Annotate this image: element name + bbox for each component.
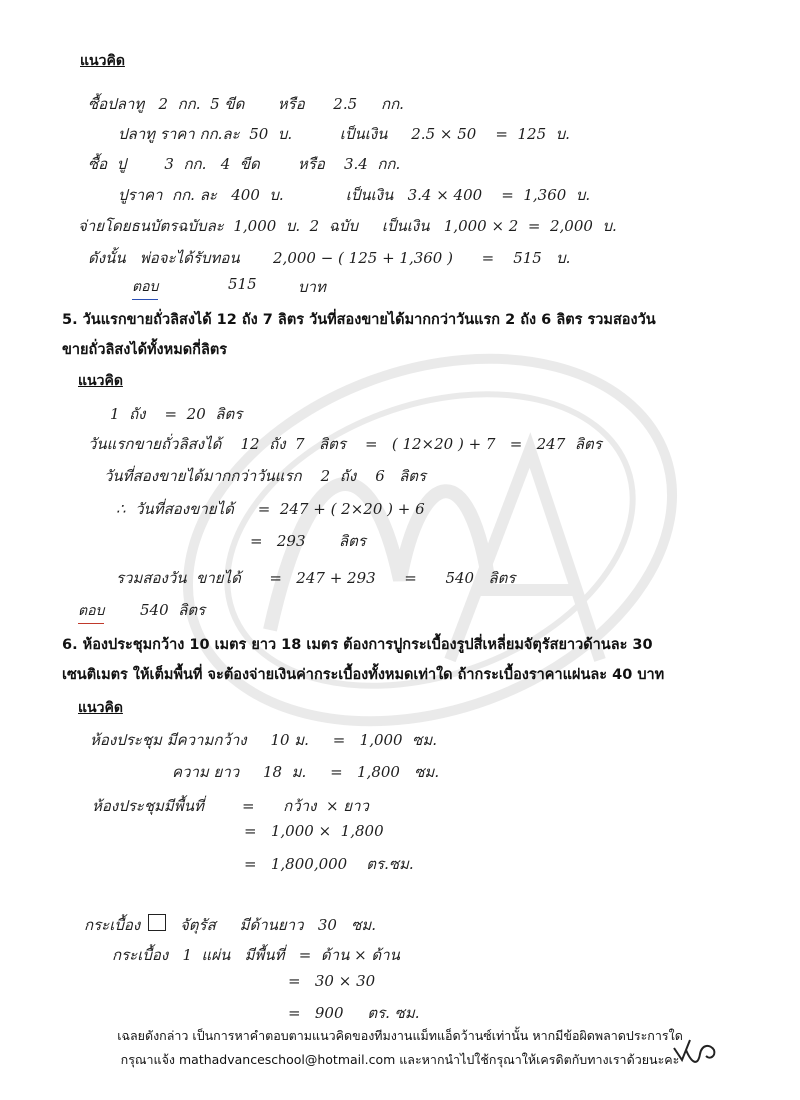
s4-line-6: ดังนั้น พ่อจะได้รับทอน 2,000 − ( 125 + 1,360 ) = 515 บ.	[88, 249, 571, 267]
q6-line-8: = 30 × 30	[288, 972, 376, 990]
q6-line-3: ห้องประชุมมีพื้นที่ = กว้าง × ยาว	[92, 797, 369, 815]
s4-line-5: จ่ายโดยธนบัตรฉบับละ 1,000 บ. 2 ฉบับ เป็นเงิน 1,000 × 2 = 2,000 บ.	[78, 217, 617, 235]
q6-line-5: = 1,800,000 ตร.ซม.	[244, 855, 414, 873]
q6-tile-word: กระเบื้อง	[84, 916, 141, 934]
footer-disclaimer: เฉลยดังกล่าว เป็นการหาคำตอบตามแนวคิดของทีมงานแม็ทแอ็ดว้านซ์เท่านั้น หากมีข้อผิดพลาดประการใด	[117, 1028, 683, 1043]
q6-line-9: = 900 ตร. ซม.	[288, 1004, 420, 1022]
answer-value-5: 540 ลิตร	[140, 601, 206, 619]
q6-line-6: จัตุรัส มีด้านยาว 30 ซม.	[180, 916, 377, 934]
answer-label-5: ตอบ	[78, 600, 104, 624]
solution-heading-5: แนวคิด	[78, 373, 123, 389]
question-5-text: 5. วันแรกขายถั่วลิสงได้ 12 ถัง 7 ลิตร วันที่สองขายได้มากกว่าวันแรก 2 ถัง 6 ลิตร รวมสองวันขายถั่วลิสงได้ทั้งหมดกี่ลิตร	[62, 312, 656, 358]
q5-line-5: = 293 ลิตร	[250, 532, 366, 550]
square-icon	[148, 914, 166, 931]
q6-line-2: ความ ยาว 18 ม. = 1,800 ซม.	[172, 763, 440, 781]
q6-line-7: กระเบื้อง 1 แผ่น มีพื้นที่ = ด้าน × ด้าน	[112, 946, 400, 964]
q5-line-3: วันที่สองขายได้มากกว่าวันแรก 2 ถัง 6 ลิตร	[104, 467, 427, 485]
answer-unit-4: บาท	[298, 278, 326, 296]
signature-icon	[670, 1030, 720, 1070]
s4-line-4: ปูราคา กก. ละ 400 บ. เป็นเงิน 3.4 × 400 = 1,360 บ.	[118, 186, 591, 204]
q6-line-4: = 1,000 × 1,800	[244, 822, 384, 840]
solution-heading-6: แนวคิด	[78, 700, 123, 716]
footer-contact: กรุณาแจ้ง mathadvanceschool@hotmail.com และหากนำไปใช้กรุณาให้เครดิตกับทางเราด้วยนะคะ	[120, 1052, 680, 1067]
answer-value-4: 515	[228, 275, 257, 293]
solution-heading-4: แนวคิด	[80, 53, 125, 69]
s4-line-2: ปลาทู ราคา กก.ละ 50 บ. เป็นเงิน 2.5 × 50 = 125 บ.	[118, 125, 570, 143]
s4-line-1: ซื้อปลาทู 2 กก. 5 ขีด หรือ 2.5 กก.	[88, 95, 404, 113]
question-6-text: 6. ห้องประชุมกว้าง 10 เมตร ยาว 18 เมตร ต้องการปูกระเบื้องรูปสี่เหลี่ยมจัตุรัสยาวด้านละ 30 เซนติเมตร ให้เต็มพื้นที่ จะต้องจ่ายเงินค่ากระเบื้องทั้งหมดเท่าใด ถ้ากระเบื้องราคาแผ่นละ 40 บาท	[62, 637, 665, 683]
q6-line-1: ห้องประชุม มีความกว้าง 10 ม. = 1,000 ซม.	[90, 731, 437, 749]
answer-label-4: ตอบ	[132, 276, 158, 300]
q5-line-6: รวมสองวัน ขายได้ = 247 + 293 = 540 ลิตร	[116, 569, 516, 587]
q5-line-1: 1 ถัง = 20 ลิตร	[110, 405, 243, 423]
q5-line-4: ∴ วันที่สองขายได้ = 247 + ( 2×20 ) + 6	[116, 500, 425, 518]
s4-line-3: ซื้อ ปู 3 กก. 4 ขีด หรือ 3.4 กก.	[88, 155, 401, 173]
q5-line-2: วันแรกขายถั่วลิสงได้ 12 ถัง 7 ลิตร = ( 12×20 ) + 7 = 247 ลิตร	[88, 435, 602, 453]
